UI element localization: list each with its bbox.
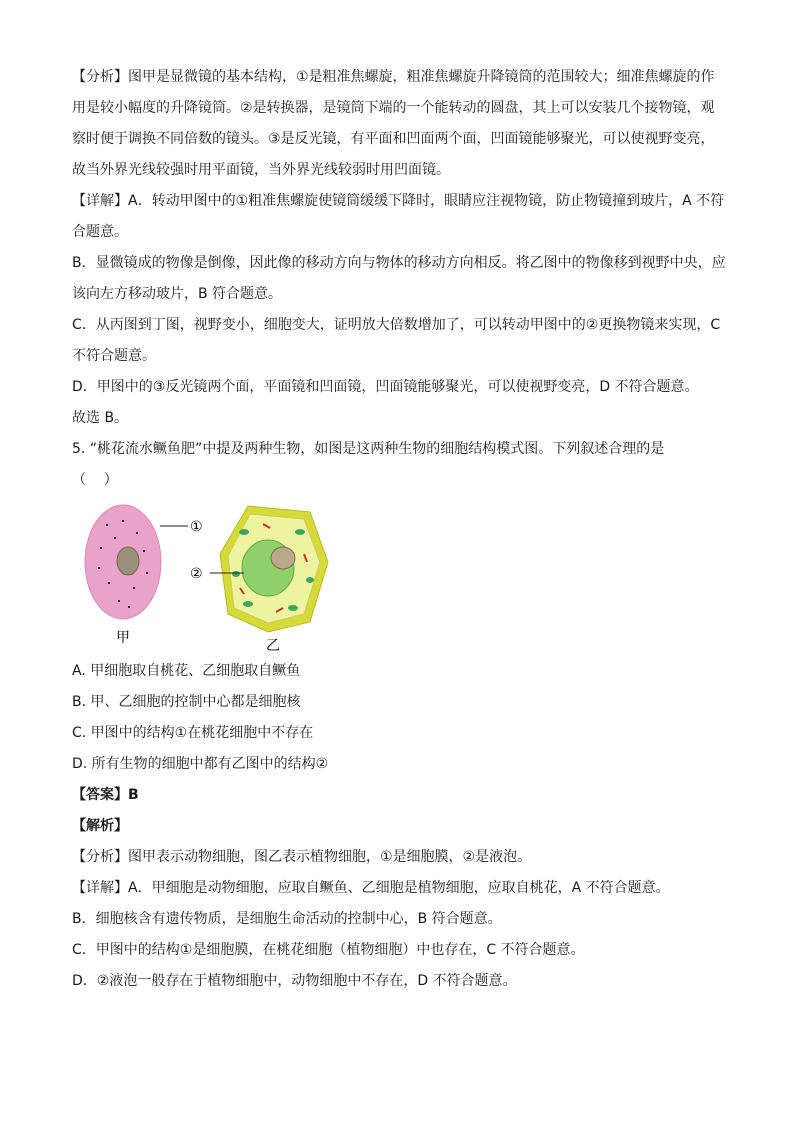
detail-line: D．甲图中的③反光镜两个面，平面镜和凹面镜，凹面镜能够聚光，可以使视野变亮，D 不符合题意。 xyxy=(72,379,699,395)
question-stem-blank: （ ） xyxy=(72,472,118,488)
analysis-line: 用是较小幅度的升降镜筒。②是转换器，是镜筒下端的一个能转动的圆盘，其上可以安装几个接物镜，观 xyxy=(72,100,715,116)
question-stem: 5. “桃花流水鳜鱼肥”中提及两种生物，如图是这两种生物的细胞结构模式图。下列叙述合理的是 xyxy=(72,441,665,457)
document-page xyxy=(72,62,732,997)
detail-line: 不符合题意。 xyxy=(72,348,156,364)
option-b: B. 甲、乙细胞的控制中心都是细胞核 xyxy=(72,694,301,710)
plant-nucleus xyxy=(271,547,295,569)
detail-line: D．②液泡一般存在于植物细胞中，动物细胞中不存在，D 不符合题意。 xyxy=(72,973,517,989)
detail-line: 故选 B。 xyxy=(72,410,129,426)
answer: 【答案】B xyxy=(72,787,139,803)
detail-line: 该向左方移动玻片，B 符合题意。 xyxy=(72,286,283,302)
explanation-heading: 【解析】 xyxy=(72,818,128,834)
option-d: D. 所有生物的细胞中都有乙图中的结构② xyxy=(72,756,329,772)
analysis-line: 故当外界光线较强时用平面镜，当外界光线较弱时用凹面镜。 xyxy=(72,162,450,178)
cell-diagram xyxy=(78,502,378,652)
analysis-line: 【分析】图甲是显微镜的基本结构，①是粗准焦螺旋，粗准焦螺旋升降镜筒的范围较大；细准焦螺旋的作 xyxy=(72,69,715,85)
label-yi: 乙 xyxy=(266,638,280,652)
animal-nucleus xyxy=(117,547,139,575)
option-c: C. 甲图中的结构①在桃花细胞中不存在 xyxy=(72,725,314,741)
analysis-line: 察时便于调换不同倍数的镜头。③是反光镜，有平面和凹面两个面，凹面镜能够聚光，可以使视野变亮， xyxy=(72,131,715,147)
detail-line: C．从丙图到丁图，视野变小，细胞变大，证明放大倍数增加了，可以转动甲图中的②更换物镜来实现，C xyxy=(72,317,721,333)
marker2-label: ② xyxy=(190,566,203,582)
detail-line: 合题意。 xyxy=(72,224,128,240)
detail-line: B．细胞核含有遗传物质，是细胞生命活动的控制中心，B 符合题意。 xyxy=(72,911,502,927)
detail-line: C．甲图中的结构①是细胞膜，在桃花细胞（植物细胞）中也存在，C 不符合题意。 xyxy=(72,942,585,958)
detail-line: 【详解】A．甲细胞是动物细胞，应取自鳜鱼、乙细胞是植物细胞，应取自桃花，A 不符合题意。 xyxy=(72,880,670,896)
label-jia: 甲 xyxy=(116,630,130,646)
marker1-label: ① xyxy=(190,519,203,535)
cell-figure xyxy=(78,502,378,652)
detail-line: B．显微镜成的物像是倒像，因此像的移动方向与物体的移动方向相反。将乙图中的物像移到视野中央，应 xyxy=(72,255,726,271)
detail-line: 【详解】A．转动甲图中的①粗准焦螺旋使镜筒缓缓下降时，眼睛应注视物镜，防止物镜撞到玻片，A 不符 xyxy=(72,193,725,209)
option-a: A. 甲细胞取自桃花、乙细胞取自鳜鱼 xyxy=(72,663,301,679)
analysis-line: 【分析】图甲表示动物细胞，图乙表示植物细胞，①是细胞膜，②是液泡。 xyxy=(72,849,532,865)
